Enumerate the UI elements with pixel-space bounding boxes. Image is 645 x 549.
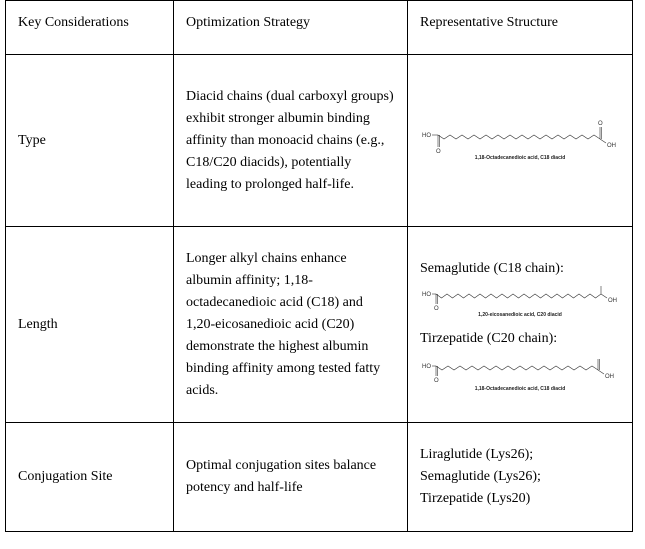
atom-label-o: O: [434, 377, 439, 384]
atom-label-oh: OH: [605, 373, 614, 380]
atom-label-ho: HO: [422, 132, 431, 139]
atom-label-ho: HO: [422, 291, 431, 298]
table-row: [6, 55, 633, 227]
row-structure: [408, 227, 633, 423]
row-structure: [408, 423, 633, 532]
header-key-considerations: Key Considerations: [6, 1, 174, 55]
structure-line: Liraglutide (Lys26);: [420, 447, 534, 462]
header-representative-structure: Representative Structure: [408, 1, 633, 55]
structure-line: Semaglutide (Lys26);: [420, 469, 541, 484]
structure-block-semaglutide: [420, 258, 620, 324]
row-strategy: Optimal conjugation sites balance potency and half-life: [174, 423, 408, 532]
atom-label-o: O: [434, 305, 439, 312]
atom-label-oh: OH: [607, 142, 616, 149]
atom-label-o-top: O: [598, 120, 603, 127]
atom-label-oh: OH: [608, 297, 617, 304]
structure-caption: 1,18-Octadecanedioic acid, C18 diacid: [474, 154, 566, 161]
row-consideration: Conjugation Site: [6, 423, 174, 532]
structure-block-tirzepatide: [420, 328, 620, 396]
structure-label-tirzepatide: Tirzepatide (C20 chain):: [420, 330, 558, 346]
table-header-row: [6, 1, 633, 55]
structure-line: Tirzepatide (Lys20): [420, 491, 531, 506]
row-consideration: Length: [6, 227, 174, 423]
considerations-table: [5, 0, 633, 532]
row-structure: [408, 55, 633, 227]
diacid-structure-image: [420, 117, 620, 165]
header-optimization-strategy: Optimization Strategy: [174, 1, 408, 55]
structure-caption: 1,20-eicosanedioic acid, C20 diacid: [478, 311, 562, 318]
row-strategy: Diacid chains (dual carboxyl groups) exhibit stronger albumin binding affinity than monoacid chains (e.g., C18/C20 diacids), potentially leading to prolonged half-life.: [174, 55, 408, 227]
atom-label-o: O: [436, 148, 441, 155]
structure-caption: 1,18-Octadecanedioic acid, C18 diacid: [474, 385, 566, 392]
c20-diacid-structure-image: [420, 286, 620, 324]
table-row: [6, 227, 633, 423]
table-row: [6, 423, 633, 532]
row-strategy: Longer alkyl chains enhance albumin affinity; 1,18-octadecanedioic acid (C18) and 1,20-eicosanedioic acid (C20) demonstrate the highest albumin binding affinity among tested fatty acids.: [174, 227, 408, 423]
atom-label-ho: HO: [422, 363, 431, 370]
row-consideration: Type: [6, 55, 174, 227]
structure-label-semaglutide: Semaglutide (C18 chain):: [420, 260, 564, 276]
c18-diacid-structure-image: [420, 356, 620, 396]
